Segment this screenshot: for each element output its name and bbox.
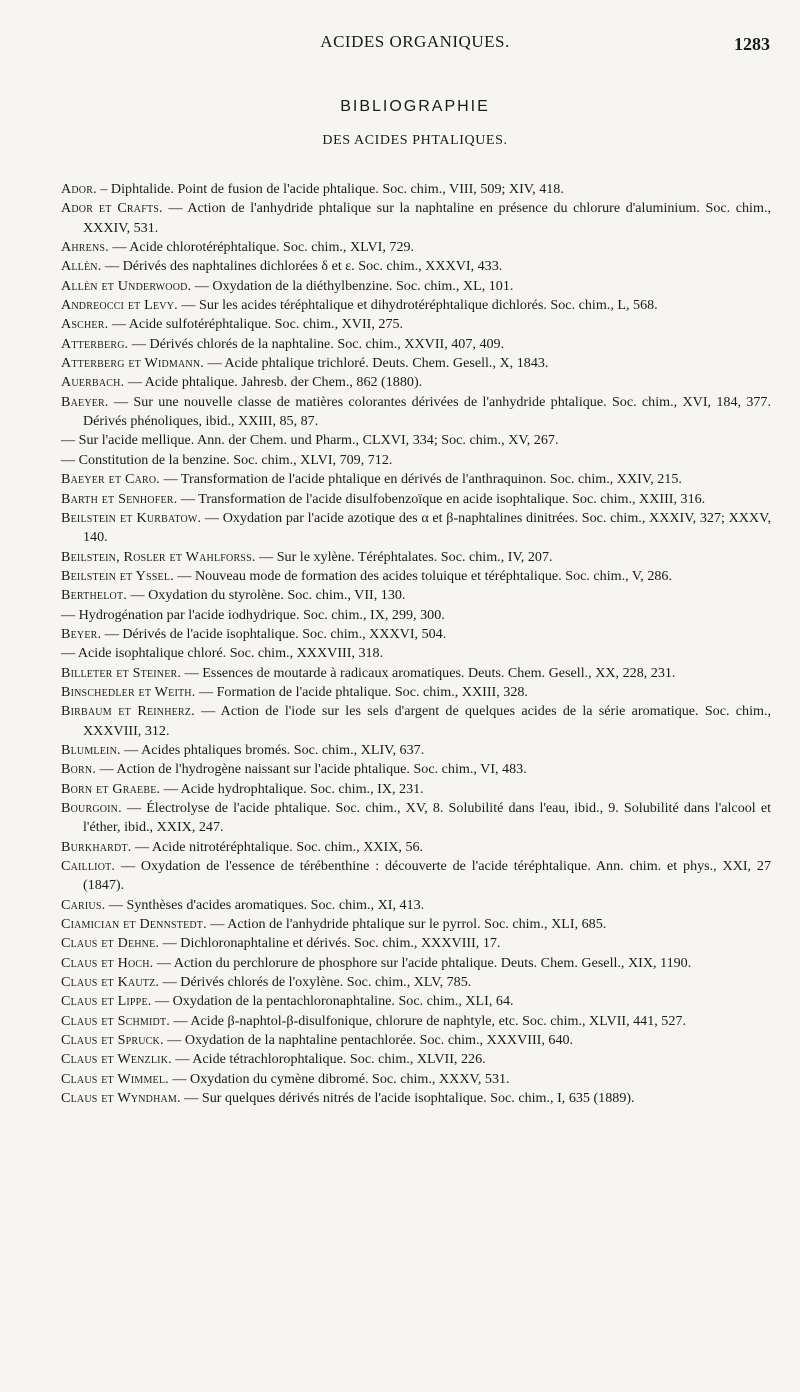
entry-text: — Acide hydrophtalique. Soc. chim., IX, 231.: [160, 780, 424, 797]
entry-text: — Oxydation de la diéthylbenzine. Soc. chim., XL, 101.: [191, 277, 514, 294]
bibliography-entry: [61, 238, 771, 257]
bibliography-entry: [61, 567, 771, 586]
entry-author: Auerbach.: [61, 374, 125, 391]
bibliography-entry: [61, 315, 771, 334]
entry-author: Andreocci et Levy.: [61, 297, 178, 314]
bibliography-entry: [61, 954, 771, 973]
entry-author: Claus et Kautz.: [61, 974, 160, 991]
bibliography-entry: [61, 1070, 771, 1089]
entry-author: Claus et Spruck.: [61, 1032, 164, 1049]
bibliography-entry: [61, 760, 771, 779]
entry-author: Beilstein et Kurbatow.: [61, 509, 202, 526]
entry-author: Baeyer.: [61, 393, 109, 410]
entry-author: Ador et Crafts.: [61, 200, 163, 217]
entry-text: — Acide tétrachlorophtalique. Soc. chim., XLVII, 226.: [171, 1051, 486, 1068]
entry-text: — Action de l'anhydride phtalique sur la naphtaline en présence du chlorure d'aluminium. Soc. chim., XXXIV, 531.: [83, 200, 771, 236]
entry-text: — Sur l'acide mellique. Ann. der Chem. und Pharm., CLXVI, 334; Soc. chim., XV, 267.: [61, 432, 559, 449]
entry-text: — Dérivés des naphtalines dichlorées δ et ε. Soc. chim., XXXVI, 433.: [101, 258, 503, 275]
section-subtitle: DES ACIDES PHTALIQUES.: [322, 133, 508, 148]
entry-author: Carius.: [61, 896, 106, 913]
entry-text: — Constitution de la benzine. Soc. chim., XLVI, 709, 712.: [61, 451, 393, 468]
entry-text: — Acide isophtalique chloré. Soc. chim., XXXVIII, 318.: [61, 645, 384, 662]
bibliography-entry: [61, 393, 771, 432]
bibliography-entry: [61, 180, 771, 199]
entry-author: Billeter et Steiner.: [61, 664, 182, 681]
entry-text: — Acide sulfotéréphtalique. Soc. chim., XVII, 275.: [108, 316, 404, 333]
bibliography-entry: [61, 606, 771, 625]
entry-text: — Action de l'hydrogène naissant sur l'acide phtalique. Soc. chim., VI, 483.: [96, 761, 527, 778]
bibliography-entry: [61, 799, 771, 838]
entry-text: — Action de l'anhydride phtalique sur le pyrrol. Soc. chim., XLI, 685.: [206, 916, 607, 933]
entry-author: Ciamician et Dennstedt.: [61, 916, 207, 933]
entry-author: Blumlein.: [61, 741, 121, 758]
entry-author: Claus et Wenzlik.: [61, 1051, 172, 1068]
entry-text: — Sur une nouvelle classe de matières colorantes dérivées de l'anhydride phtalique. Soc. chim., XVI, 184, 377. Dérivés phénoliques, ibid., XXIII, 85, 87.: [83, 393, 771, 430]
bibliography-entry: [61, 702, 771, 741]
entry-author: Born et Graebe.: [61, 780, 161, 797]
entry-author: Baeyer et Caro.: [61, 471, 161, 488]
bibliography-entry: [61, 1012, 771, 1031]
bibliography-entry: [61, 683, 771, 702]
bibliography-entry: [61, 470, 771, 489]
bibliography-entry: [61, 451, 771, 470]
bibliography-entry: [61, 973, 771, 992]
entry-author: Allèn.: [61, 258, 102, 275]
entry-text: – Diphtalide. Point de fusion de l'acide phtalique. Soc. chim., VIII, 509; XIV, 418.: [96, 181, 564, 197]
entry-text: — Oxydation de la pentachloronaphtaline. Soc. chim., XLI, 64.: [151, 993, 514, 1010]
entry-author: Barth et Senhofer.: [61, 490, 178, 507]
entry-text: — Sur les acides téréphtalique et dihydrotéréphtalique dichlorés. Soc. chim., L, 568.: [177, 297, 658, 314]
running-head: [60, 26, 770, 60]
entry-author: Ador.: [61, 181, 97, 197]
bibliography-entry: [61, 896, 771, 915]
entry-author: Ascher.: [61, 316, 109, 333]
entry-text: — Oxydation du styrolène. Soc. chim., VII, 130.: [126, 587, 406, 604]
bibliography-entry: [61, 354, 771, 373]
bibliography-entry: [61, 857, 771, 896]
bibliography-entry: [61, 199, 771, 238]
entry-text: — Oxydation de la naphtaline pentachlorée. Soc. chim., XXXVIII, 640.: [163, 1032, 574, 1049]
entry-text: — Nouveau mode de formation des acides toluique et téréphtalique. Soc. chim., V, 286.: [173, 567, 672, 584]
entry-text: — Dérivés chlorés de la naphtaline. Soc. chim., XXVII, 407, 409.: [128, 335, 505, 352]
bibliography-entry: [61, 431, 771, 450]
entry-author: Claus et Wyndham.: [61, 1090, 181, 1107]
bibliography-entry: [61, 664, 771, 683]
entry-author: Claus et Lippe.: [61, 993, 152, 1010]
bibliography-entry: [61, 335, 771, 354]
entry-text: — Essences de moutarde à radicaux aromatiques. Deuts. Chem. Gesell., XX, 228, 231.: [181, 664, 676, 681]
entry-author: Bourgoin.: [61, 800, 122, 816]
bibliography-entry: [61, 625, 771, 644]
running-title: ACIDES ORGANIQUES.: [320, 32, 510, 51]
entry-author: Birbaum et Reinherz.: [61, 703, 195, 720]
bibliography-entry: [61, 490, 771, 509]
entry-author: Burkhardt.: [61, 838, 132, 855]
entry-author: Claus et Wimmel.: [61, 1070, 169, 1087]
entry-author: Atterberg et Widmann.: [61, 355, 204, 372]
bibliography-entry: [61, 1031, 771, 1050]
entry-text: — Dichloronaphtaline et dérivés. Soc. chim., XXXVIII, 17.: [159, 935, 501, 952]
entry-text: — Dérivés chlorés de l'oxylène. Soc. chim., XLV, 785.: [159, 974, 472, 991]
entry-text: — Oxydation par l'acide azotique des α et β-naphtalines dinitrées. Soc. chim., XXXIV, 327; XXXV, 140.: [83, 509, 771, 546]
entry-author: Cailliot.: [61, 858, 116, 875]
entry-author: Binschedler et Weith.: [61, 683, 196, 700]
entry-text: — Acide phtalique. Jahresb. der Chem., 862 (1880).: [124, 374, 423, 391]
entry-text: — Formation de l'acide phtalique. Soc. chim., XXIII, 328.: [195, 683, 528, 700]
entry-text: — Transformation de l'acide phtalique en dérivés de l'anthraquinon. Soc. chim., XXIV, 215.: [160, 471, 682, 488]
entry-author: Claus et Dehne.: [61, 935, 160, 952]
bibliography-entry: [61, 509, 771, 548]
entry-text: — Synthèses d'acides aromatiques. Soc. chim., XI, 413.: [105, 896, 425, 913]
bibliography-entry: [61, 992, 771, 1011]
entry-author: Beilstein, Rosler et Wahlforss.: [61, 548, 256, 565]
entry-text: — Acide nitrotéréphtalique. Soc. chim., XXIX, 56.: [131, 838, 424, 855]
entry-text: — Sur le xylène. Téréphtalates. Soc. chim., IV, 207.: [255, 548, 553, 565]
entry-text: — Sur quelques dérivés nitrés de l'acide isophtalique. Soc. chim., I, 635 (1889).: [180, 1090, 635, 1107]
bibliography-entry: [61, 644, 771, 663]
bibliography-entry: [61, 277, 771, 296]
bibliography-entry: [61, 548, 771, 567]
bibliography-entry: [61, 1089, 771, 1108]
entry-author: Born.: [61, 761, 97, 778]
entry-text: — Acide phtalique trichloré. Deuts. Chem. Gesell., X, 1843.: [204, 355, 549, 372]
entry-text: — Oxydation de l'essence de térébenthine : découverte de l'acide téréphtalique. Ann. chim. et phys., XXI, 27 (1847).: [83, 858, 771, 894]
page-number: 1283: [734, 34, 770, 54]
entry-text: — Acides phtaliques bromés. Soc. chim., XLIV, 637.: [120, 741, 425, 758]
entry-author: Claus et Schmidt.: [61, 1012, 170, 1029]
bibliography-entry: [61, 296, 771, 315]
bibliography-entry: [61, 1050, 771, 1069]
entry-text: — Action du perchlorure de phosphore sur l'acide phtalique. Deuts. Chem. Gesell., XIX, 1190.: [153, 954, 692, 971]
bibliography-list: [61, 180, 771, 1109]
bibliography-entry: [61, 780, 771, 799]
entry-author: Atterberg.: [61, 335, 129, 352]
bibliography-entry: [61, 934, 771, 953]
entry-author: Allèn et Underwood.: [61, 277, 192, 294]
entry-text: — Dérivés de l'acide isophtalique. Soc. chim., XXXVI, 504.: [101, 625, 447, 642]
entry-author: Ahrens.: [61, 239, 109, 256]
entry-text: — Hydrogénation par l'acide iodhydrique. Soc. chim., IX, 299, 300.: [61, 606, 445, 623]
bibliography-entry: [61, 257, 771, 276]
bibliography-entry: [61, 838, 771, 857]
entry-author: Beilstein et Yssel.: [61, 567, 174, 584]
entry-author: Berthelot.: [61, 587, 127, 604]
entry-text: — Oxydation du cymène dibromé. Soc. chim., XXXV, 531.: [168, 1070, 510, 1087]
entry-text: — Acide β-naphtol-β-disulfonique, chlorure de naphtyle, etc. Soc. chim., XLVII, 441, 527.: [169, 1012, 686, 1029]
entry-author: Claus et Hoch.: [61, 954, 154, 971]
section-title: BIBLIOGRAPHIE: [340, 98, 490, 115]
entry-text: — Électrolyse de l'acide phtalique. Soc. chim., XV, 8. Solubilité dans l'eau, ibid., 9. Solubilité dans l'alcool et l'éther, ibid., XXIX, 247.: [83, 800, 771, 836]
entry-text: — Transformation de l'acide disulfobenzoïque en acide isophtalique. Soc. chim., XXIII, 316.: [177, 490, 706, 507]
entry-text: — Action de l'iode sur les sels d'argent de quelques acides de la série aromatique. Soc. chim., XXXVIII, 312.: [83, 703, 771, 739]
bibliography-entry: [61, 741, 771, 760]
entry-author: Beyer.: [61, 625, 102, 642]
bibliography-entry: [61, 373, 771, 392]
entry-text: — Acide chlorotéréphtalique. Soc. chim., XLVI, 729.: [108, 239, 415, 256]
bibliography-entry: [61, 915, 771, 934]
bibliography-entry: [61, 586, 771, 605]
